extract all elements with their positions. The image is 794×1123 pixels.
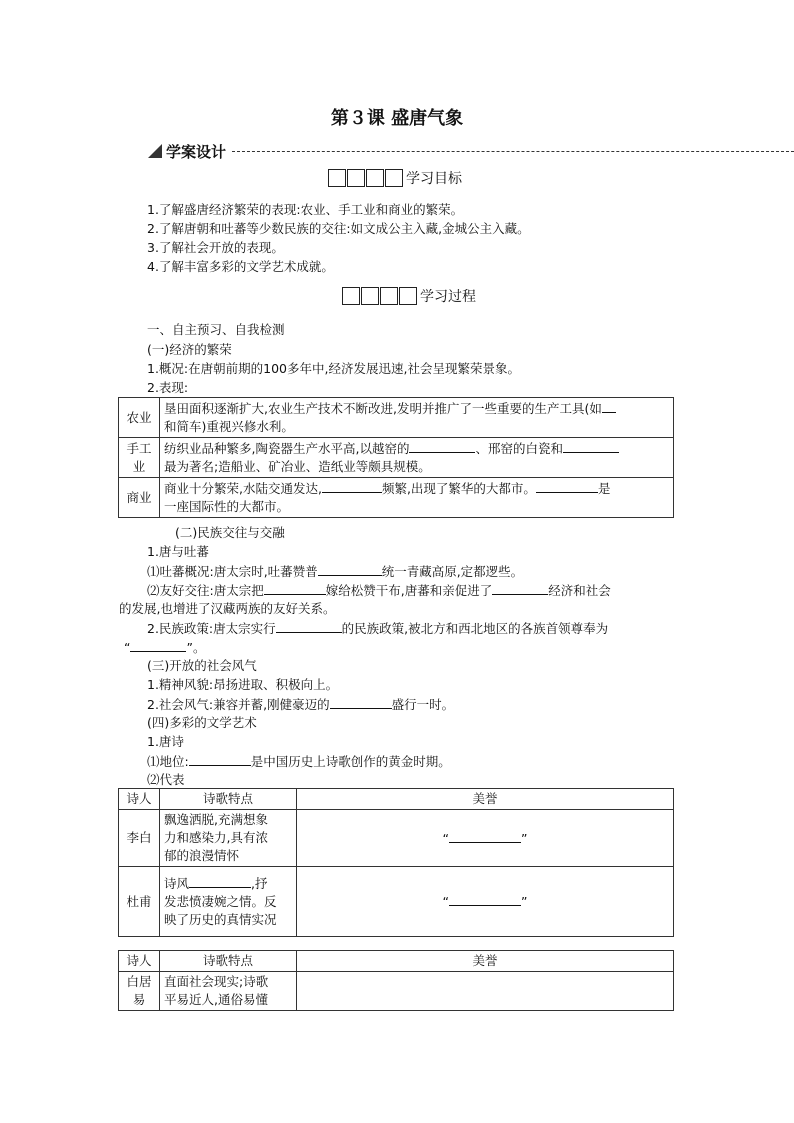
poet-honor: “ ”: [297, 867, 674, 937]
section-label: 学案设计: [166, 142, 227, 161]
arts-line: ⑵代表: [147, 772, 185, 787]
dotted-divider: [232, 151, 794, 152]
arts-line: ⑴地位: 是中国历史上诗歌创作的黄金时期。: [147, 754, 451, 769]
table-header: 诗人: [119, 951, 160, 972]
fill-blank[interactable]: [492, 581, 548, 595]
poet-honor: “ ”: [297, 810, 674, 867]
fill-blank[interactable]: [330, 695, 392, 709]
table-header: 美誉: [297, 951, 674, 972]
ethnic-line: 1.唐与吐蕃: [147, 544, 209, 559]
poet-features: 诗风 ,抒 发悲愤凄婉之情。反 映了历史的真情实况: [160, 867, 297, 937]
fill-blank[interactable]: [318, 562, 382, 576]
table-header: 美誉: [297, 789, 674, 810]
goal-item: 2.了解唐朝和吐蕃等少数民族的交往:如文成公主入藏,金城公主入藏。: [147, 221, 530, 236]
poet-name: 白居 易: [119, 972, 160, 1011]
table-header: 诗歌特点: [160, 951, 297, 972]
poet-name: 杜甫: [119, 867, 160, 937]
fill-blank[interactable]: [322, 479, 382, 493]
ethnic-line: 的发展,也增进了汉藏两族的友好关系。: [119, 601, 336, 616]
fill-blank[interactable]: [602, 399, 616, 413]
econ-table: 农业 垦田面积逐渐扩大,农业生产技术不断改进,发明并推广了一些重要的生产工具(如 和简车)重视兴修水利。 手工 业 纺织业品种繁多,陶瓷器生产水平高,以越窑的 、邢窑的白瓷和 最为著名;造船业、矿冶业、造纸业等颇具规模。 商业 商业十分繁荣,水陆交通发达, 频繁,出现了繁华的大都市。 是 一座国际性的大都市。: [118, 397, 674, 518]
fill-blank[interactable]: [189, 874, 251, 888]
part-heading: 一、自主预习、自我检测: [147, 322, 285, 337]
ethnic-line: ⑴吐蕃概况:唐太宗时,吐蕃赞普 统一青藏高原,定都逻些。: [147, 564, 524, 579]
page-title: 第３课 盛唐气象: [330, 108, 464, 129]
fill-blank[interactable]: [563, 439, 619, 453]
goals-heading: 学习目标: [328, 168, 462, 188]
goal-item: 1.了解盛唐经济繁荣的表现:农业、手工业和商业的繁荣。: [147, 202, 464, 217]
arts-line: 1.唐诗: [147, 734, 184, 749]
goal-item: 4.了解丰富多彩的文学艺术成就。: [147, 259, 334, 274]
fill-blank[interactable]: [449, 829, 521, 843]
fill-blank[interactable]: [536, 479, 598, 493]
triangle-icon: [148, 144, 162, 158]
poet-name: 李白: [119, 810, 160, 867]
goal-item: 3.了解社会开放的表现。: [147, 240, 284, 255]
poet-features: 飘逸洒脱,充满想象 力和感染力,具有浓 郁的浪漫情怀: [160, 810, 297, 867]
poet-honor: [297, 972, 674, 1011]
fill-blank[interactable]: [189, 752, 251, 766]
poet-table-1: [118, 788, 674, 937]
process-heading: 学习过程: [342, 286, 476, 306]
open-heading: (三)开放的社会风气: [147, 658, 257, 673]
econ-row-label: 农业: [119, 398, 160, 438]
open-line: 1.精神风貌:昂扬进取、积极向上。: [147, 677, 339, 692]
ethnic-line: 2.民族政策:唐太宗实行 的民族政策,被北方和西北地区的各族首领尊奉为: [147, 621, 609, 636]
fill-blank[interactable]: [449, 892, 521, 906]
ethnic-heading: (二)民族交往与交融: [175, 525, 285, 540]
econ-heading: (一)经济的繁荣: [147, 342, 232, 357]
table-header: 诗歌特点: [160, 789, 297, 810]
fill-blank[interactable]: [276, 619, 342, 633]
poet-table-2: [118, 950, 674, 1011]
poet-features: 直面社会现实;诗歌 平易近人,通俗易懂: [160, 972, 297, 1011]
table-header: 诗人: [119, 789, 160, 810]
econ-overview: 1.概况:在唐朝前期的100多年中,经济发展迅速,社会呈现繁荣景象。: [147, 361, 520, 376]
ethnic-line: “ ”。: [124, 640, 206, 655]
fill-blank[interactable]: [409, 439, 475, 453]
arts-heading: (四)多彩的文学艺术: [147, 715, 257, 730]
econ-show: 2.表现:: [147, 380, 189, 395]
fill-blank[interactable]: [264, 581, 326, 595]
section-header: [148, 140, 794, 162]
ethnic-line: ⑵友好交往:唐太宗把 嫁给松赞干布,唐蕃和亲促进了 经济和社会: [147, 583, 611, 598]
open-line: 2.社会风气:兼容并蓄,刚健豪迈的 盛行一时。: [147, 697, 455, 712]
fill-blank[interactable]: [130, 638, 186, 652]
